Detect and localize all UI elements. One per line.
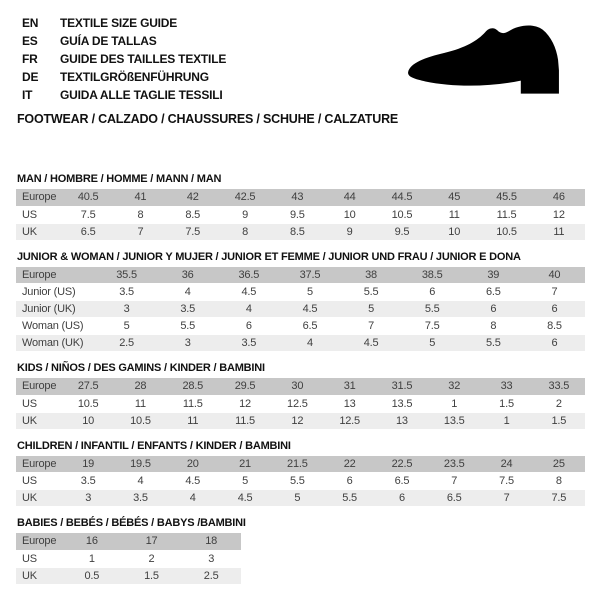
size-value: 3.5 <box>218 335 279 352</box>
size-value: 6 <box>376 490 428 507</box>
size-row <box>16 490 585 507</box>
size-value: 37.5 <box>279 267 340 284</box>
size-value: 30 <box>271 378 323 395</box>
language-title: TEXTILE SIZE GUIDE <box>60 16 178 30</box>
size-value: 12 <box>271 412 323 429</box>
size-value: 42 <box>167 189 219 206</box>
size-value: 44 <box>323 189 375 206</box>
language-code: EN <box>22 16 39 30</box>
size-value: 5.5 <box>323 490 375 507</box>
size-value: 21 <box>219 456 271 473</box>
size-value: 6 <box>463 301 524 318</box>
region-label: US <box>16 206 62 223</box>
language-code: IT <box>22 88 33 102</box>
size-value: 38.5 <box>402 267 463 284</box>
size-value: 39 <box>463 267 524 284</box>
size-value: 6.5 <box>428 490 480 507</box>
size-section-title: JUNIOR & WOMAN / JUNIOR Y MUJER / JUNIOR ET FEMME / JUNIOR UND FRAU / JUNIOR E DONA <box>17 250 521 263</box>
region-label: Woman (UK) <box>16 335 96 352</box>
region-label: UK <box>16 223 62 240</box>
size-value: 3 <box>157 335 218 352</box>
language-title: GUIDA ALLE TAGLIE TESSILI <box>60 88 223 102</box>
size-row <box>16 567 241 584</box>
size-value: 6 <box>402 284 463 301</box>
size-value: 3.5 <box>114 490 166 507</box>
size-value: 40.5 <box>62 189 114 206</box>
size-value: 11 <box>114 395 166 412</box>
size-value: 3.5 <box>157 301 218 318</box>
size-value: 11 <box>428 206 480 223</box>
dress-shoe-shape <box>408 25 559 93</box>
size-value: 19.5 <box>114 456 166 473</box>
size-section-junior-woman <box>16 251 585 353</box>
size-value: 46 <box>533 189 585 206</box>
size-value: 33 <box>480 378 532 395</box>
size-value: 22 <box>323 456 375 473</box>
size-value: 17 <box>122 533 182 550</box>
size-value: 18 <box>181 533 241 550</box>
size-value: 7.5 <box>480 473 532 490</box>
region-label: UK <box>16 490 62 507</box>
region-label: Europe <box>16 267 96 284</box>
size-row <box>16 223 585 240</box>
size-value: 2.5 <box>181 567 241 584</box>
size-value: 8 <box>463 318 524 335</box>
size-value: 10.5 <box>114 412 166 429</box>
size-header-row <box>16 533 241 550</box>
size-value: 5.5 <box>402 301 463 318</box>
region-label: Junior (US) <box>16 284 96 301</box>
size-value: 8.5 <box>524 318 585 335</box>
size-value: 4.5 <box>279 301 340 318</box>
language-code: DE <box>22 70 39 84</box>
size-value: 3 <box>62 490 114 507</box>
size-row <box>16 206 585 223</box>
size-value: 43 <box>271 189 323 206</box>
size-value: 3.5 <box>96 284 157 301</box>
size-value: 23.5 <box>428 456 480 473</box>
size-section-children <box>16 440 585 508</box>
size-value: 10.5 <box>62 395 114 412</box>
language-title: TEXTILGRÖßENFÜHRUNG <box>60 70 209 84</box>
size-value: 1 <box>480 412 532 429</box>
size-value: 7 <box>524 284 585 301</box>
size-value: 4.5 <box>219 490 271 507</box>
language-title: GUIDE DES TAILLES TEXTILE <box>60 52 227 66</box>
size-row <box>16 473 585 490</box>
size-value: 24 <box>480 456 532 473</box>
size-row <box>16 395 585 412</box>
size-value: 7 <box>114 223 166 240</box>
size-value: 4.5 <box>167 473 219 490</box>
size-value: 45 <box>428 189 480 206</box>
size-row <box>16 318 585 335</box>
size-value: 3 <box>96 301 157 318</box>
language-code: ES <box>22 34 38 48</box>
size-section-title: BABIES / BEBÉS / BÉBÉS / BABYS /BAMBINI <box>17 517 246 529</box>
size-value: 35.5 <box>96 267 157 284</box>
size-value: 36.5 <box>218 267 279 284</box>
region-label: UK <box>16 567 62 584</box>
size-table <box>16 456 585 508</box>
region-label: US <box>16 550 62 567</box>
size-value: 9.5 <box>271 206 323 223</box>
size-value: 6.5 <box>279 318 340 335</box>
size-value: 33.5 <box>533 378 585 395</box>
size-value: 5.5 <box>463 335 524 352</box>
size-value: 22.5 <box>376 456 428 473</box>
size-value: 2 <box>533 395 585 412</box>
size-value: 28.5 <box>167 378 219 395</box>
size-value: 12.5 <box>323 412 375 429</box>
size-value: 1.5 <box>533 412 585 429</box>
size-value: 1 <box>62 550 122 567</box>
size-value: 4 <box>157 284 218 301</box>
size-value: 6 <box>218 318 279 335</box>
region-label: Europe <box>16 533 62 550</box>
size-value: 5 <box>402 335 463 352</box>
size-value: 8 <box>114 206 166 223</box>
size-value: 4 <box>114 473 166 490</box>
size-value: 0.5 <box>62 567 122 584</box>
size-value: 11.5 <box>480 206 532 223</box>
size-value: 13 <box>323 395 375 412</box>
size-value: 21.5 <box>271 456 323 473</box>
size-value: 6.5 <box>62 223 114 240</box>
size-value: 1 <box>428 395 480 412</box>
size-row <box>16 284 585 301</box>
language-code: FR <box>22 52 38 66</box>
size-value: 16 <box>62 533 122 550</box>
region-label: US <box>16 395 62 412</box>
size-value: 12 <box>219 395 271 412</box>
size-value: 4 <box>218 301 279 318</box>
region-label: UK <box>16 412 62 429</box>
size-table <box>16 267 585 353</box>
size-value: 11 <box>167 412 219 429</box>
size-value: 29.5 <box>219 378 271 395</box>
size-value: 4.5 <box>218 284 279 301</box>
size-value: 6 <box>323 473 375 490</box>
size-value: 6 <box>524 335 585 352</box>
size-row <box>16 301 585 318</box>
size-value: 10 <box>428 223 480 240</box>
size-header-row <box>16 267 585 284</box>
size-value: 44.5 <box>376 189 428 206</box>
size-header-row <box>16 378 585 395</box>
size-value: 5.5 <box>341 284 402 301</box>
size-value: 4 <box>279 335 340 352</box>
size-table <box>16 533 241 585</box>
size-header-row <box>16 189 585 206</box>
size-value: 7.5 <box>402 318 463 335</box>
size-value: 40 <box>524 267 585 284</box>
size-value: 31 <box>323 378 375 395</box>
size-value: 45.5 <box>480 189 532 206</box>
size-value: 5.5 <box>157 318 218 335</box>
size-row <box>16 550 241 567</box>
language-list <box>16 14 376 104</box>
size-section-man <box>16 173 585 241</box>
size-value: 36 <box>157 267 218 284</box>
size-value: 1.5 <box>480 395 532 412</box>
size-value: 2.5 <box>96 335 157 352</box>
size-section-babies <box>16 517 585 585</box>
size-section-title: CHILDREN / INFANTIL / ENFANTS / KINDER / BAMBINI <box>17 439 291 452</box>
size-value: 8 <box>219 223 271 240</box>
size-value: 12.5 <box>271 395 323 412</box>
size-value: 25 <box>533 456 585 473</box>
size-section-title: MAN / HOMBRE / HOMME / MANN / MAN <box>17 173 222 185</box>
size-value: 7.5 <box>167 223 219 240</box>
size-value: 13 <box>376 412 428 429</box>
size-value: 5 <box>341 301 402 318</box>
size-value: 7 <box>341 318 402 335</box>
category-header: FOOTWEAR / CALZADO / CHAUSSURES / SCHUHE / CALZATURE <box>17 112 399 126</box>
size-value: 41 <box>114 189 166 206</box>
region-label: Europe <box>16 456 62 473</box>
size-value: 6.5 <box>376 473 428 490</box>
size-value: 13.5 <box>428 412 480 429</box>
size-value: 4.5 <box>341 335 402 352</box>
size-value: 10.5 <box>376 206 428 223</box>
size-value: 19 <box>62 456 114 473</box>
size-value: 13.5 <box>376 395 428 412</box>
size-section-kids <box>16 362 585 430</box>
region-label: Europe <box>16 189 62 206</box>
size-section-title: KIDS / NIÑOS / DES GAMINS / KINDER / BAMBINI <box>17 362 265 374</box>
size-value: 5 <box>219 473 271 490</box>
size-value: 5 <box>279 284 340 301</box>
size-value: 9.5 <box>376 223 428 240</box>
size-value: 5 <box>271 490 323 507</box>
size-value: 31.5 <box>376 378 428 395</box>
size-value: 11 <box>533 223 585 240</box>
size-value: 1.5 <box>122 567 182 584</box>
size-value: 11.5 <box>219 412 271 429</box>
size-value: 32 <box>428 378 480 395</box>
size-value: 8.5 <box>271 223 323 240</box>
size-value: 27.5 <box>62 378 114 395</box>
size-value: 42.5 <box>219 189 271 206</box>
size-table <box>16 189 585 241</box>
size-row <box>16 412 585 429</box>
region-label: Woman (US) <box>16 318 96 335</box>
size-value: 38 <box>341 267 402 284</box>
size-value: 4 <box>167 490 219 507</box>
region-label: US <box>16 473 62 490</box>
size-value: 20 <box>167 456 219 473</box>
size-value: 7 <box>428 473 480 490</box>
region-label: Junior (UK) <box>16 301 96 318</box>
size-value: 12 <box>533 206 585 223</box>
size-row <box>16 335 585 352</box>
size-value: 5 <box>96 318 157 335</box>
language-title: GUÍA DE TALLAS <box>60 34 157 48</box>
size-header-row <box>16 456 585 473</box>
size-value: 9 <box>323 223 375 240</box>
size-value: 10 <box>323 206 375 223</box>
size-value: 10 <box>62 412 114 429</box>
region-label: Europe <box>16 378 62 395</box>
size-value: 3 <box>181 550 241 567</box>
size-table <box>16 378 585 430</box>
size-value: 28 <box>114 378 166 395</box>
size-value: 3.5 <box>62 473 114 490</box>
size-value: 7.5 <box>533 490 585 507</box>
size-value: 8.5 <box>167 206 219 223</box>
size-value: 5.5 <box>271 473 323 490</box>
size-value: 6 <box>524 301 585 318</box>
size-value: 2 <box>122 550 182 567</box>
size-value: 8 <box>533 473 585 490</box>
size-value: 6.5 <box>463 284 524 301</box>
size-value: 9 <box>219 206 271 223</box>
size-value: 11.5 <box>167 395 219 412</box>
size-value: 7.5 <box>62 206 114 223</box>
dress-shoe-icon <box>394 20 580 98</box>
size-value: 10.5 <box>480 223 532 240</box>
size-value: 7 <box>480 490 532 507</box>
